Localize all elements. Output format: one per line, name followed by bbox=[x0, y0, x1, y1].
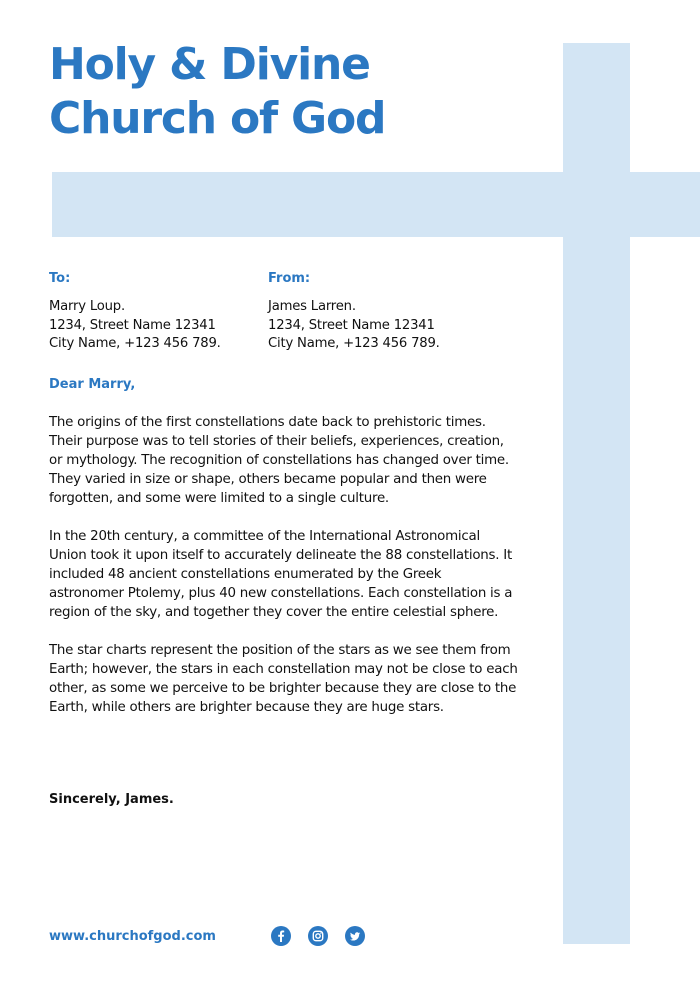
recipient-street: 1234, Street Name 12341 bbox=[49, 317, 216, 333]
sender-street: 1234, Street Name 12341 bbox=[268, 317, 435, 333]
signoff: Sincerely, James. bbox=[49, 792, 174, 807]
title-line-2: Church of God bbox=[49, 93, 386, 144]
website-link[interactable]: www.churchofgod.com bbox=[49, 929, 216, 944]
sender-label: From: bbox=[268, 271, 311, 286]
sender-city: City Name, +123 456 789. bbox=[268, 336, 440, 351]
recipient-label: To: bbox=[49, 271, 71, 286]
salutation: Dear Marry, bbox=[49, 377, 136, 392]
letter-body bbox=[49, 413, 519, 736]
instagram-icon[interactable] bbox=[308, 926, 328, 946]
letter-paragraph-1: The origins of the first constellations date back to prehistoric times. Their purpose was to tell stories of their beliefs, experiences, creation, or mythology. The recognition of constellations has changed over time. They varied in size or shape, others became popular and then were forgotten, and some were limited to a single culture. bbox=[49, 415, 509, 506]
twitter-icon[interactable] bbox=[345, 926, 365, 946]
recipient-name: Marry Loup. bbox=[49, 299, 125, 314]
recipient-city: City Name, +123 456 789. bbox=[49, 336, 221, 351]
title-line-1: Holy & Divine bbox=[49, 39, 370, 90]
letter-paragraph-2: In the 20th century, a committee of the International Astronomical Union took it upon itself to accurately delineate the 88 constellations. It included 48 ancient constellations enumerated by the Greek astronomer Ptolemy, plus 40 new constellations. Each constellation is a region of the sky, and together they cover the entire celestial sphere. bbox=[49, 529, 513, 620]
sender-block bbox=[268, 270, 483, 354]
cross-horizontal-bar bbox=[52, 172, 700, 237]
recipient-block bbox=[49, 270, 264, 354]
letter-paragraph-3: The star charts represent the position of the stars as we see them from Earth; however, the stars in each constellation may not be close to each other, as some we perceive to be brighter because they are close to the Earth, while others are brighter because they are huge stars. bbox=[49, 643, 518, 715]
page-title bbox=[49, 38, 385, 146]
facebook-icon[interactable] bbox=[271, 926, 291, 946]
sender-name: James Larren. bbox=[268, 299, 356, 314]
